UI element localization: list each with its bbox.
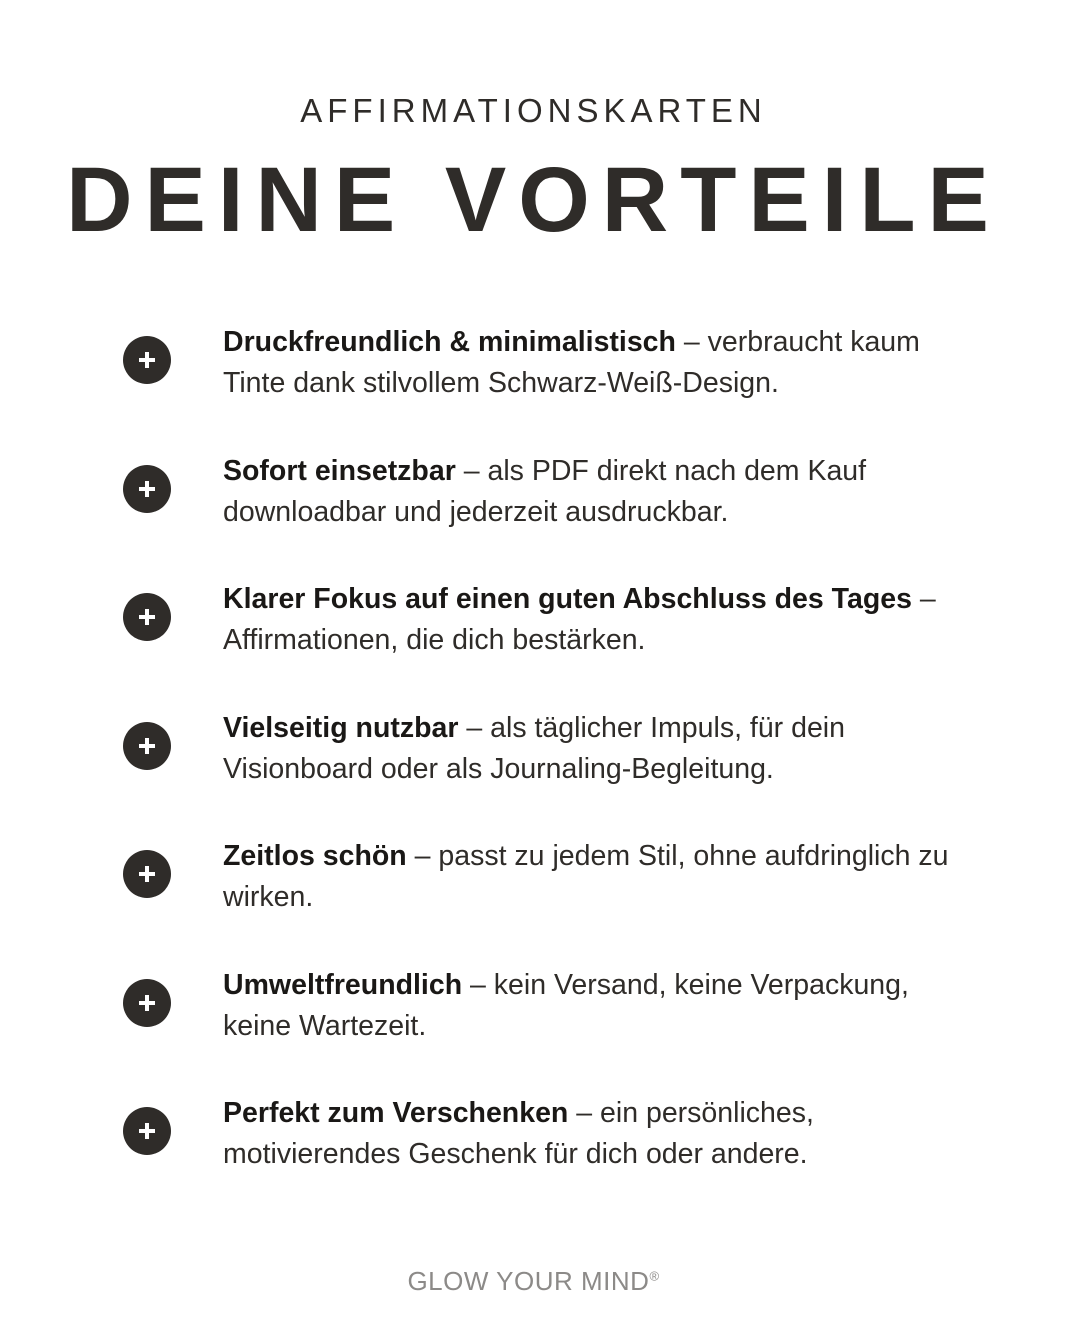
benefit-item [0,451,1067,580]
benefit-description: – verbraucht kaum Tinte dank stilvollem Schwarz-Weiß-Design. [223,326,920,399]
benefit-description: – als täglicher Impuls, für dein Visionboard oder als Journaling-Begleitung. [223,711,845,785]
plus-icon [123,336,171,384]
plus-icon [123,465,171,513]
benefit-description: – Affirmationen, die dich bestärken. [223,583,936,656]
benefit-title: Druckfreundlich & minimalistisch [223,326,676,358]
benefit-item [0,836,1067,965]
page-title: DEINE VORTEILE [66,149,1001,251]
benefit-description: – kein Versand, keine Verpackung, keine Wartezeit. [223,968,909,1042]
benefit-item [0,322,1067,451]
benefit-title: Vielseitig nutzbar [223,711,459,744]
benefit-item [0,708,1067,837]
registered-mark: ® [649,1268,660,1284]
brand-footer [0,1266,1067,1297]
plus-icon [123,722,171,770]
benefit-description: – ein persönliches, motivierendes Geschenk für dich oder andere. [223,1097,814,1170]
plus-icon [123,979,171,1027]
plus-icon [123,593,171,641]
eyebrow-subtitle: AFFIRMATIONSKARTEN [300,92,767,129]
benefit-text [223,836,968,918]
benefit-item [0,965,1067,1094]
benefit-text [223,708,968,790]
benefit-text [223,451,968,533]
benefit-title: Zeitlos schön [223,840,407,872]
benefit-text [223,1093,968,1175]
benefit-title: Klarer Fokus auf einen guten Abschluss des Tages [223,583,912,615]
benefit-description: – passt zu jedem Stil, ohne aufdringlich zu wirken. [223,840,949,913]
benefit-text [223,322,968,404]
benefit-description: – als PDF direkt nach dem Kauf downloadbar und jederzeit ausdruckbar. [223,454,867,528]
benefit-title: Umweltfreundlich [223,968,463,1001]
benefit-text [223,965,968,1047]
benefit-title: Perfekt zum Verschenken [223,1097,569,1129]
benefits-list [0,322,1067,1222]
plus-icon [123,850,171,898]
benefit-text [223,579,968,661]
brand-name: GLOW YOUR MIND [407,1266,650,1296]
benefit-item [0,1093,1067,1222]
benefit-title: Sofort einsetzbar [223,454,456,487]
benefit-item [0,579,1067,708]
plus-icon [123,1107,171,1155]
